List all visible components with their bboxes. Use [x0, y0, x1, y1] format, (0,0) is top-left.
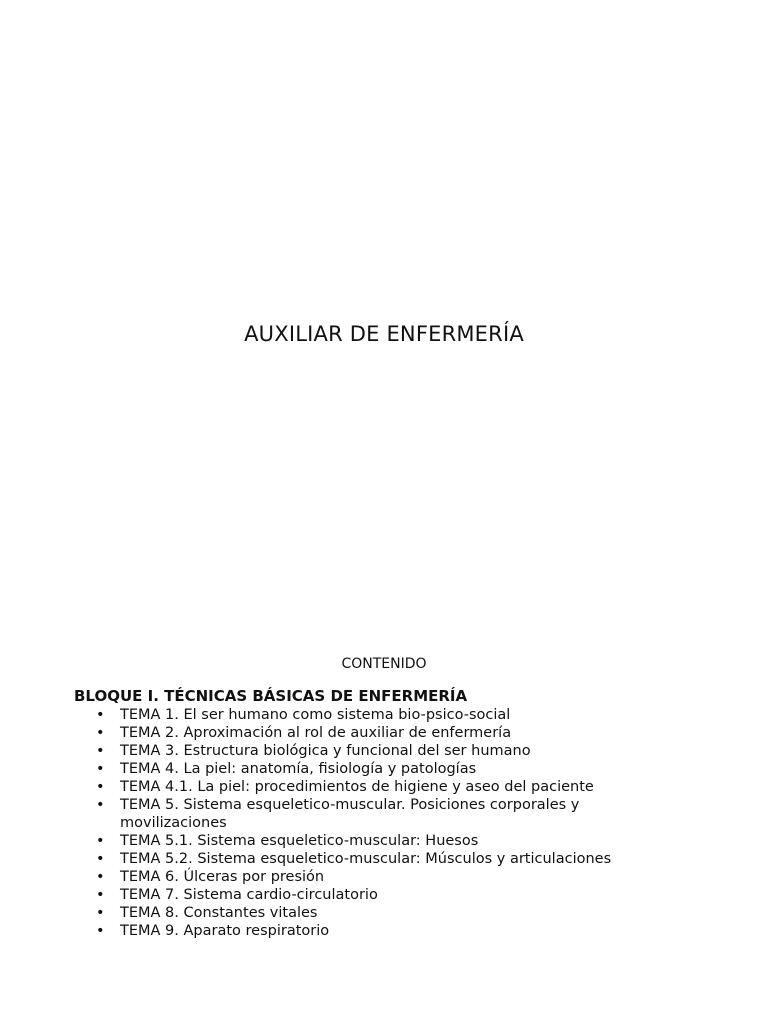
- bullet-icon: •: [96, 905, 105, 921]
- topic-item: [96, 886, 676, 904]
- bullet-icon: •: [96, 797, 105, 813]
- topic-label: TEMA 1. El ser humano como sistema bio-psico-social: [120, 707, 511, 723]
- topic-label: TEMA 3. Estructura biológica y funcional del ser humano: [120, 743, 531, 759]
- document-title: AUXILIAR DE ENFERMERÍA: [244, 322, 524, 346]
- topic-item: [96, 706, 676, 724]
- topic-item: [96, 850, 676, 868]
- topic-label: TEMA 4.1. La piel: procedimientos de higiene y aseo del paciente: [120, 779, 594, 795]
- topic-item: [96, 868, 676, 886]
- topic-label: TEMA 5.2. Sistema esqueletico-muscular: Músculos y articulaciones: [120, 851, 612, 867]
- bullet-icon: •: [96, 833, 105, 849]
- topic-label: TEMA 5.1. Sistema esqueletico-muscular: Huesos: [120, 833, 479, 849]
- bullet-icon: •: [96, 761, 105, 777]
- topic-label: TEMA 8. Constantes vitales: [120, 905, 318, 921]
- topic-item: [96, 778, 676, 796]
- topic-label: TEMA 7. Sistema cardio-circulatorio: [120, 887, 378, 903]
- bullet-icon: •: [96, 887, 105, 903]
- topic-item: [96, 742, 676, 760]
- bullet-icon: •: [96, 851, 105, 867]
- contents-heading: CONTENIDO: [341, 656, 427, 672]
- bullet-icon: •: [96, 779, 105, 795]
- bullet-icon: •: [96, 707, 105, 723]
- topic-list: [96, 706, 676, 940]
- topic-item: [96, 760, 676, 778]
- topic-item: [96, 796, 676, 832]
- bullet-icon: •: [96, 869, 105, 885]
- topic-label: TEMA 9. Aparato respiratorio: [120, 923, 330, 939]
- block-heading: BLOQUE I. TÉCNICAS BÁSICAS DE ENFERMERÍA: [74, 687, 468, 705]
- bullet-icon: •: [96, 923, 105, 939]
- topic-item: [96, 904, 676, 922]
- topic-label: TEMA 2. Aproximación al rol de auxiliar de enfermería: [120, 725, 512, 741]
- topic-item: [96, 724, 676, 742]
- bullet-icon: •: [96, 743, 105, 759]
- topic-label: TEMA 6. Úlceras por presión: [120, 869, 325, 885]
- topic-label: TEMA 4. La piel: anatomía, fisiología y patologías: [120, 761, 477, 777]
- bullet-icon: •: [96, 725, 105, 741]
- topic-item: [96, 922, 676, 940]
- topic-label: TEMA 5. Sistema esqueletico-muscular. Posiciones corporales y movilizaciones: [120, 797, 580, 831]
- topic-item: [96, 832, 676, 850]
